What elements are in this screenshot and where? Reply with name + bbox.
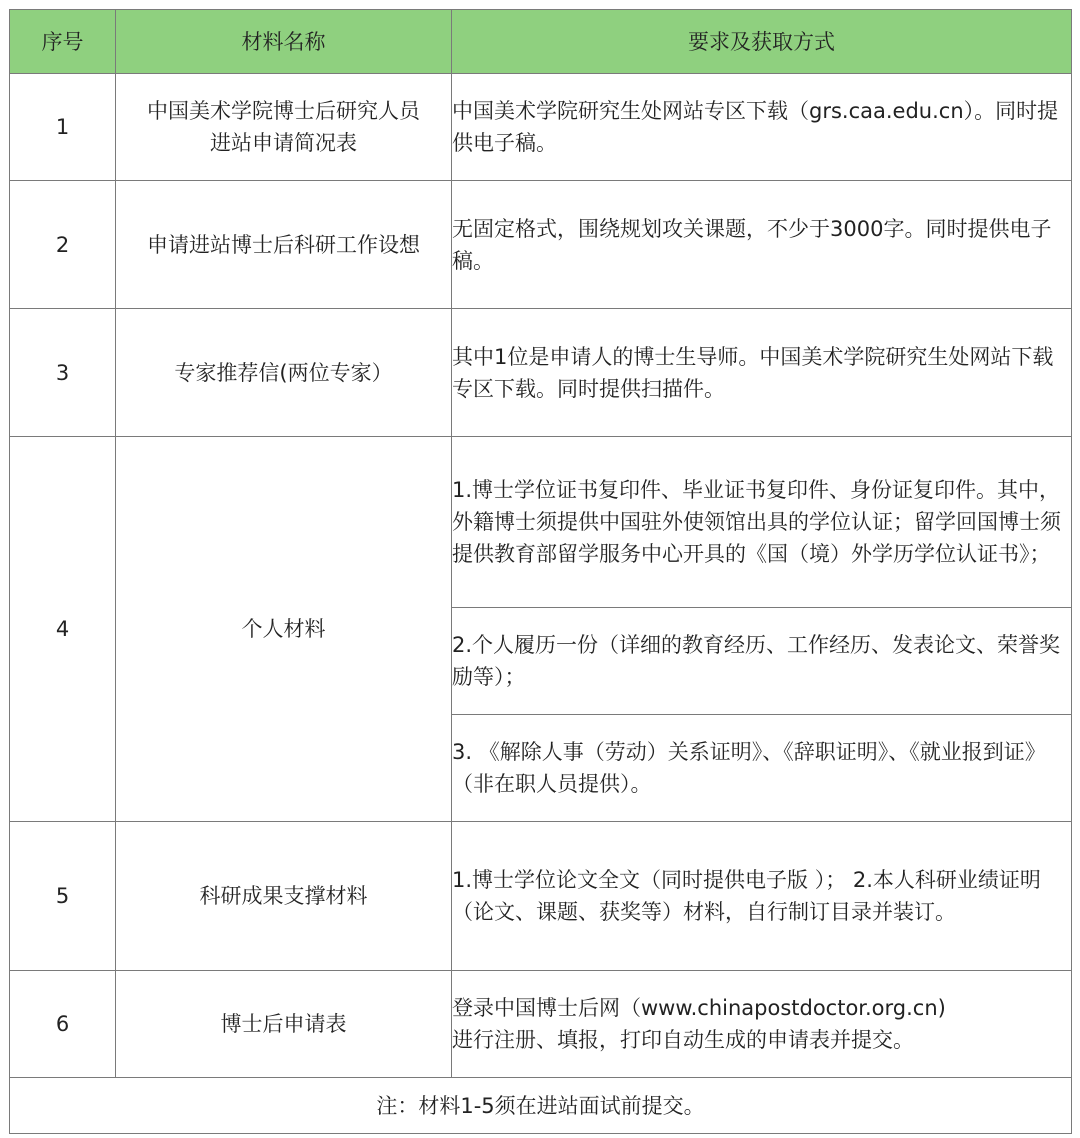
material-name-line: 进站申请简况表 [210,131,357,155]
row-number: 3 [10,309,116,437]
row-number: 6 [10,971,116,1078]
requirement-line: 登录中国博士后网（www.chinapostdoctor.org.cn) [452,996,946,1020]
row-number: 2 [10,181,116,309]
material-name: 科研成果支撑材料 [116,822,452,971]
table-note-row [10,1078,1072,1134]
materials-table [9,9,1072,1134]
header-material-name: 材料名称 [116,10,452,74]
table-header-row [10,10,1072,74]
header-serial-number: 序号 [10,10,116,74]
table-row [10,309,1072,437]
material-name: 专家推荐信(两位专家） [116,309,452,437]
row-number: 4 [10,437,116,822]
material-name [116,74,452,181]
row-number: 1 [10,74,116,181]
requirement-text: 1.博士学位论文全文（同时提供电子版 ）； 2.本人科研业绩证明（论文、课题、获奖等）材料，自行制订目录并装订。 [452,822,1072,971]
requirement-text: 中国美术学院研究生处网站专区下载（grs.caa.edu.cn）。同时提供电子稿。 [452,74,1072,181]
table-row [10,822,1072,971]
note-text: 注：材料1-5须在进站面试前提交。 [10,1078,1072,1134]
table-row [10,181,1072,309]
material-name: 博士后申请表 [116,971,452,1078]
material-name: 个人材料 [116,437,452,822]
requirement-item: 3. 《解除人事（劳动）关系证明》、《辞职证明》、《就业报到证》（非在职人员提供）。 [452,715,1072,822]
material-name: 申请进站博士后科研工作设想 [116,181,452,309]
row-number: 5 [10,822,116,971]
requirement-text: 无固定格式，围绕规划攻关课题，不少于3000字。同时提供电子稿。 [452,181,1072,309]
requirement-item: 2.个人履历一份（详细的教育经历、工作经历、发表论文、荣誉奖励等）； [452,608,1072,715]
requirement-line: 进行注册、填报，打印自动生成的申请表并提交。 [452,1028,914,1052]
header-requirements: 要求及获取方式 [452,10,1072,74]
table-row [10,437,1072,608]
materials-table-container [9,9,1072,1134]
requirement-text: 其中1位是申请人的博士生导师。中国美术学院研究生处网站下载专区下载。同时提供扫描件。 [452,309,1072,437]
requirement-text [452,971,1072,1078]
table-row [10,74,1072,181]
material-name-line: 中国美术学院博士后研究人员 [147,99,420,123]
table-row [10,971,1072,1078]
requirement-item: 1.博士学位证书复印件、毕业证书复印件、身份证复印件。其中，外籍博士须提供中国驻外使领馆出具的学位认证；留学回国博士须提供教育部留学服务中心开具的《国（境）外学历学位认证书》； [452,437,1072,608]
